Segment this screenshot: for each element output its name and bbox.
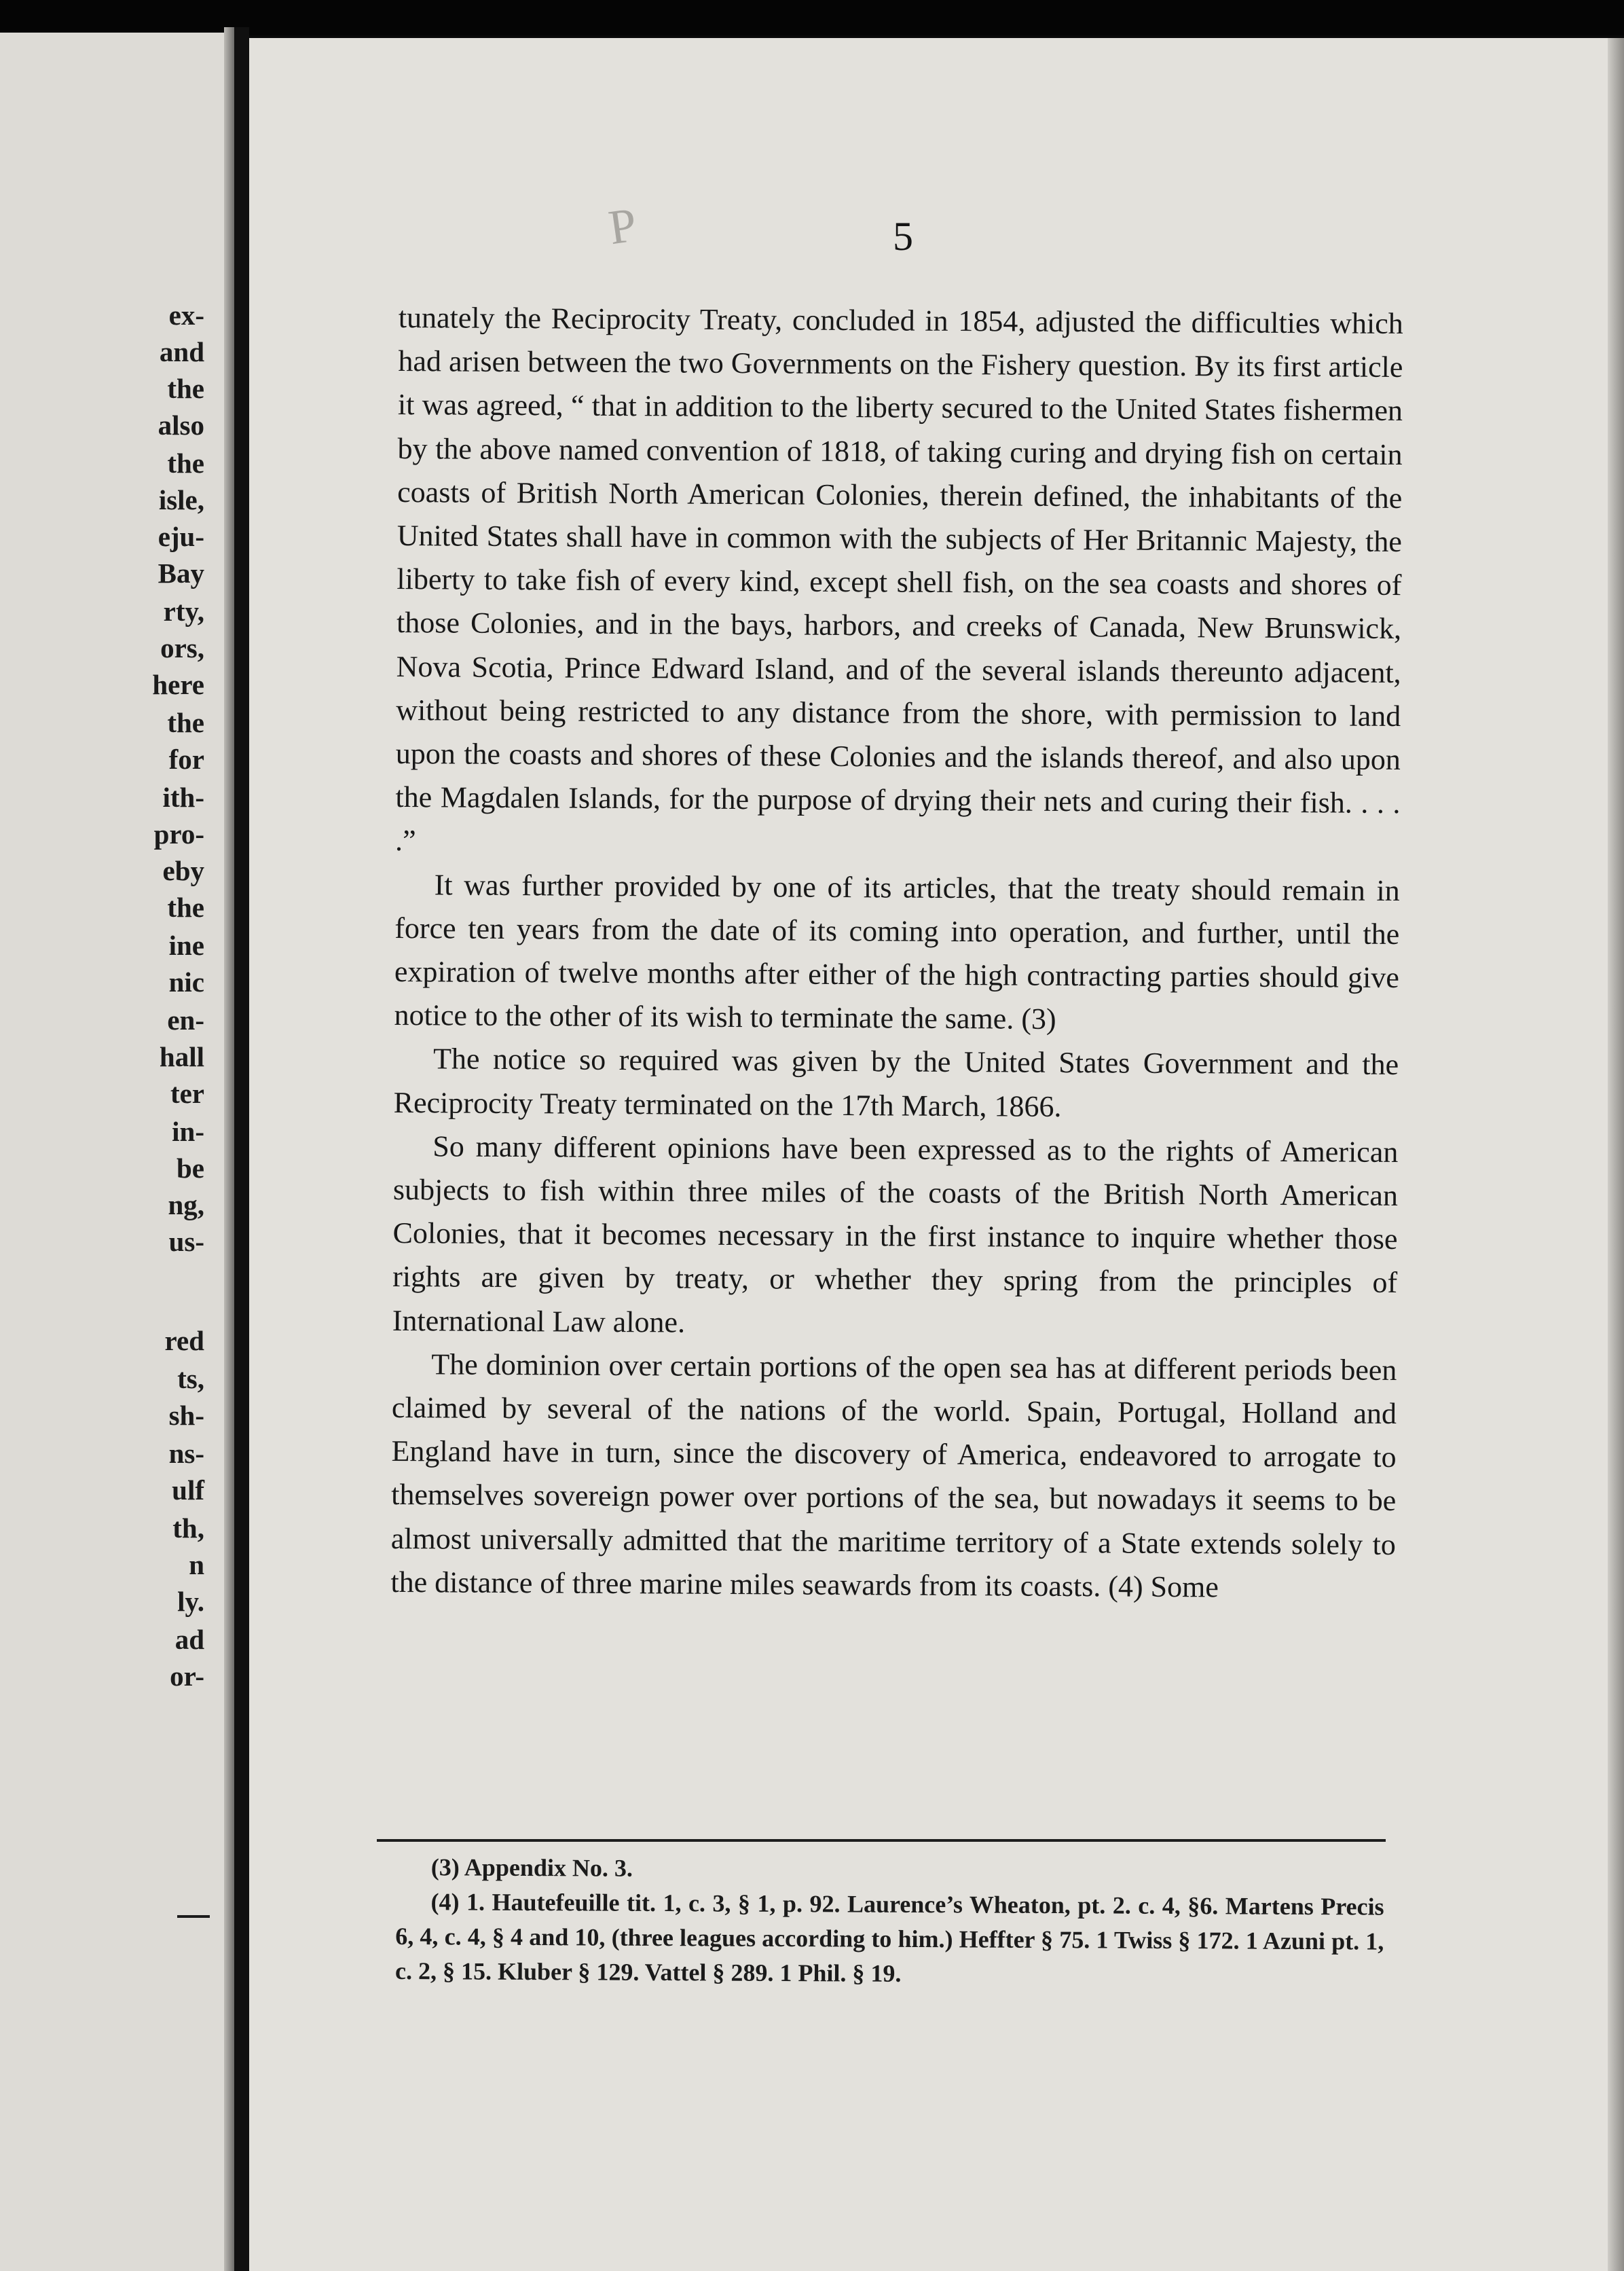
page-edge [1608,38,1624,2271]
line-fragment: also [158,410,204,441]
line-fragment: the [167,373,204,404]
line-fragment: the [167,448,204,479]
paragraph: So many different opinions have been expressed as to the rights of American subjects to fish within three miles of the coasts of the British North American Colonies, that it becomes necessary in the first instance to inquire whether those rights are given by treaty, or whether they spring from the principles of International Law alone. [392,1129,1399,1339]
line-fragment: and [159,336,204,367]
line-fragment: n [189,1549,204,1580]
line-fragment: isle, [158,484,204,515]
footnotes [395,1850,1384,1994]
line-fragment: nic [168,966,204,998]
line-fragment: pro- [153,818,204,850]
line-fragment: the [167,707,204,738]
previous-page-edge [0,33,234,2271]
line-fragment: here [152,669,204,700]
line-fragment: ulf [172,1474,204,1506]
line-fragment: en- [167,1004,204,1036]
left-page-rule [177,1915,210,1918]
line-fragment: ns- [168,1438,204,1469]
line-fragment: sh- [168,1400,204,1431]
pencil-mark: P [605,197,640,255]
footnote: (4) 1. Hautefeuille tit. 1, c. 3, § 1, p. 92. Laurence’s Wheaton, pt. 2. c. 4, §6. Martens Precis 6, 4, c. 4, § 4 and 10, (three leagues according to him.) Heffter § 75. 1 Twiss § 172. 1 Azuni pt. 1, c. 2, § 15. Kluber § 129. Vattel § 289. 1 Phil. § 19. [394,1888,1384,1987]
line-fragment: eju- [158,521,204,552]
book-gutter [234,27,249,2271]
line-fragment: in- [172,1116,204,1147]
line-fragment: ors, [160,632,204,664]
line-fragment: for [168,744,204,775]
main-page [249,38,1624,2271]
footnote-rule [377,1839,1386,1842]
line-fragment: Bay [158,558,204,589]
body-text [390,296,1403,1610]
line-fragment: eby [162,855,204,886]
page-number: 5 [893,214,913,259]
paragraph: The notice so required was given by the United States Government and the Reciprocity Treaty terminated on the 17th March, 1866. [393,1042,1399,1123]
footnote: (3) Appendix No. 3. [430,1853,633,1882]
line-fragment: th, [172,1512,204,1544]
line-fragment: ad [174,1624,204,1655]
line-fragment: ts, [177,1363,204,1394]
line-fragment: hall [159,1041,204,1072]
line-fragment: ex- [168,299,204,331]
paragraph: It was further provided by one of its articles, that the treaty should remain in force ten years from the date of its coming into operation, and further, until the expiration of twelve months after either of the high contracting parties should give notice to the other of its wish to terminate the same. (3) [394,867,1400,1036]
line-fragment: rty, [163,596,204,627]
paragraph: tunately the Reciprocity Treaty, concluded in 1854, adjusted the difficulties which had arisen between the two Governments on the Fishery question. By its first article it was agreed, “ that in addition to the liberty secured to the United States fishermen by the above named convention of 1818, of taking curing and drying fish on certain coasts of British North American Colonies, therein defined, the inhabitants of the United States shall have in common with the subjects of Her Britannic Majesty, the liberty to take fish of every kind, except shell fish, on the sea coasts and shores of those Colonies, and in the bays, harbors, and creeks of Canada, New Brunswick, Nova Scotia, Prince Edward Island, and of the several islands thereunto adjacent, without being restricted to any distance from the shore, with permission to land upon the coasts and shores of these Colonies and the islands thereof, and also upon the Magdalen Islands, for the purpose of drying their nets and curing their fish. . . . .” [394,300,1403,858]
line-fragment: ine [168,930,204,961]
line-fragment: or- [170,1660,204,1692]
paragraph: The dominion over certain portions of the open sea has at different periods been claimed by several of the nations of the world. Spain, Portugal, Holland and England have in turn, since the discovery of America, endeavored to arrogate to themselves sovereign power over portions of the sea, but nowadays it seems to be almost universally admitted that the maritime territory of a State extends solely to the distance of three marine miles seawards from its coasts. (4) Some [390,1347,1397,1604]
line-fragment: ith- [162,782,204,813]
line-fragment: ter [170,1078,204,1109]
line-fragment: be [177,1152,204,1184]
line-fragment: ng, [168,1189,204,1220]
line-fragment: us- [168,1226,204,1257]
line-fragment: red [164,1325,204,1356]
line-fragment: the [167,892,204,923]
line-fragment: ly. [177,1586,204,1617]
